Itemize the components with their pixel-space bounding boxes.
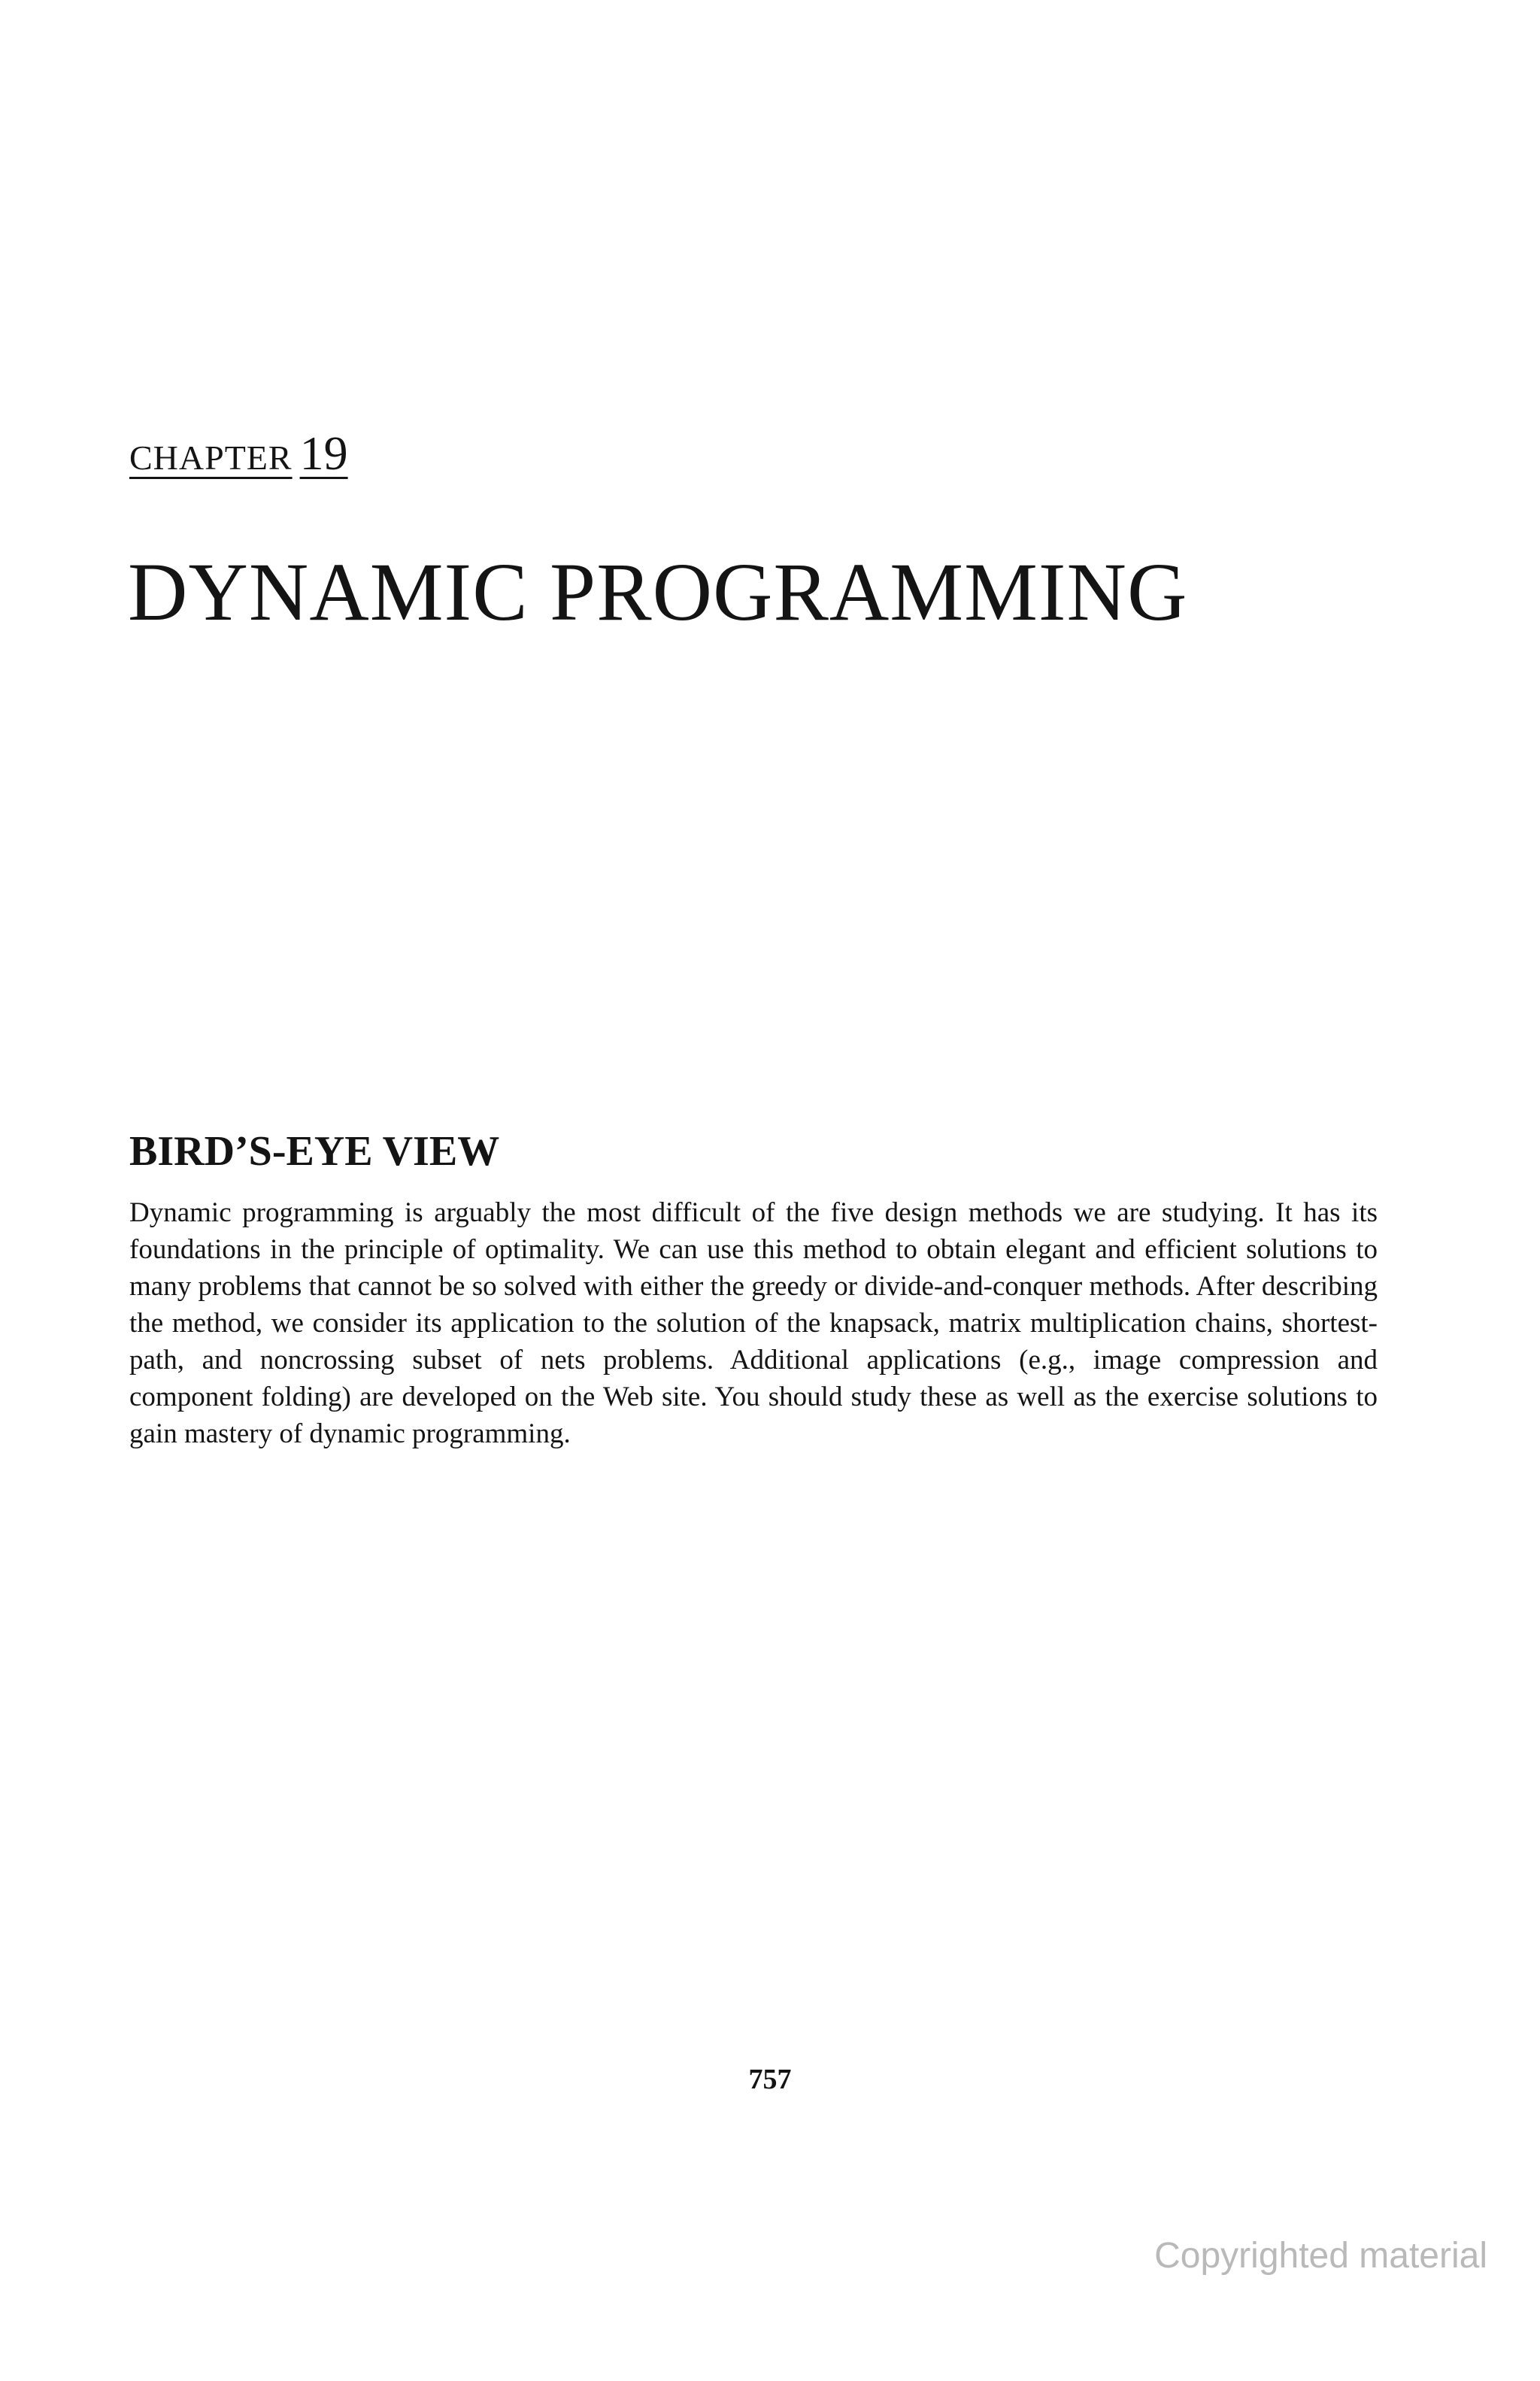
section-heading: BIRD’S-EYE VIEW: [129, 1128, 500, 1175]
intro-paragraph: Dynamic programming is arguably the most difficult of the five design methods we are studying. It has its foundations in the principle of optimality. We can use this method to obtain elegant and efficient solutions to many problems that cannot be so solved with either the greedy or divide-and-conquer methods. After describing the method, we consider its application to the solution of the knapsack, matrix multiplication chains, shortest-path, and noncrossing subset of nets problems. Additional applications (e.g., image compression and component folding) are developed on the Web site. You should study these as well as the exercise solutions to gain mastery of dynamic programming.: [129, 1197, 1378, 1449]
chapter-number: 19: [299, 426, 348, 480]
page-number: 757: [748, 2064, 792, 2095]
copyright-watermark: Copyrighted material: [1154, 2236, 1487, 2276]
chapter-label: [129, 427, 348, 484]
chapter-title: DYNAMIC PROGRAMMING: [128, 546, 1188, 638]
chapter-word: CHAPTER: [129, 438, 293, 477]
